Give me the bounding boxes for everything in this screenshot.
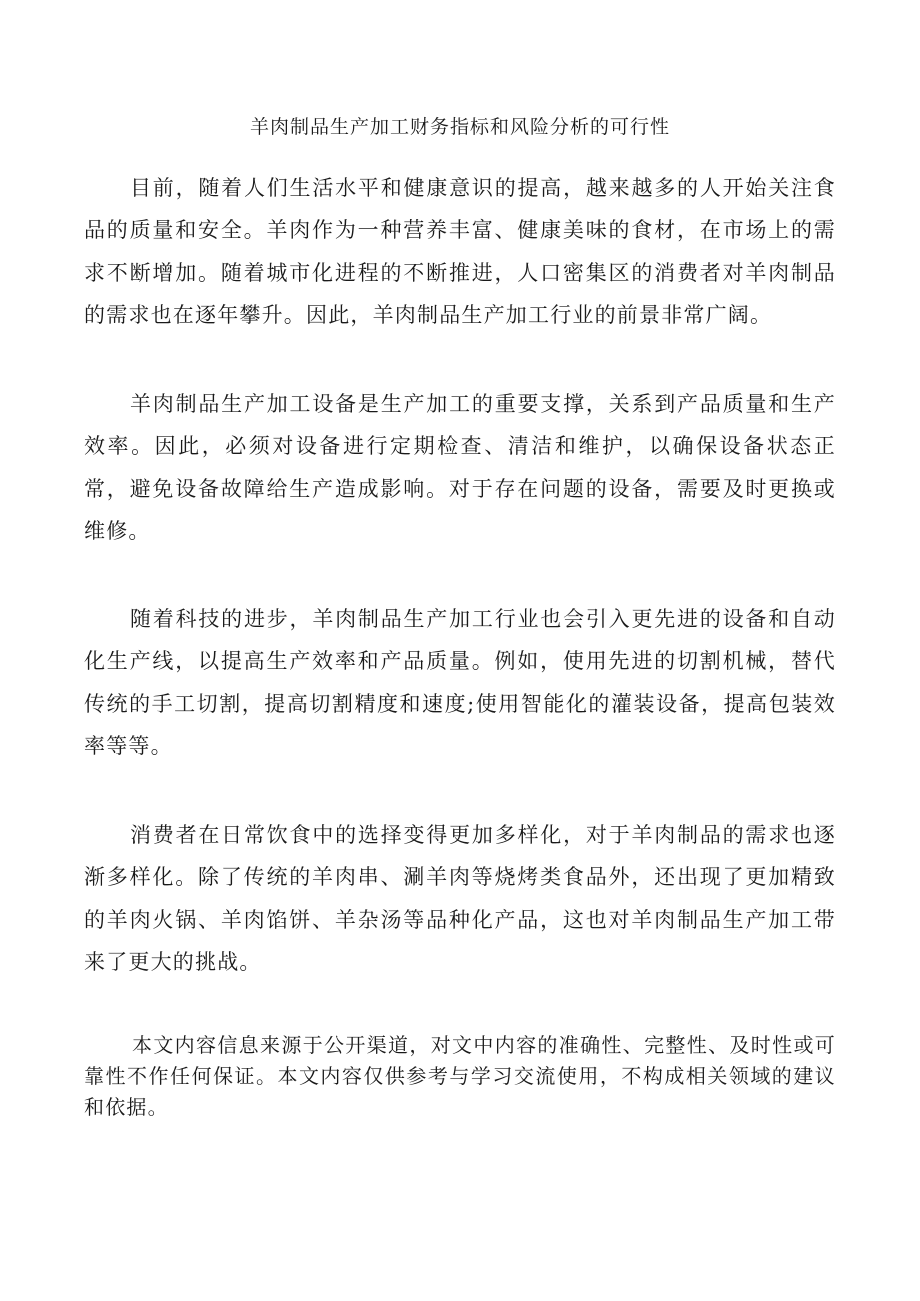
paragraph-technology-progress: 随着科技的进步，羊肉制品生产加工行业也会引入更先进的设备和自动化生产线，以提高生产效率和产品质量。例如，使用先进的切割机械，替代传统的手工切割，提高切割精度和速度;使用智能化的灌装设备，提高包装效率等等。 [84,607,836,758]
paragraph-consumer-diversification: 消费者在日常饮食中的选择变得更加多样化，对于羊肉制品的需求也逐渐多样化。除了传统的羊肉串、涮羊肉等烧烤类食品外，还出现了更加精致的羊肉火锅、羊肉馅饼、羊杂汤等品种化产品，这也对羊肉制品生产加工带来了更大的挑战。 [84,823,836,974]
paragraph-market-outlook: 目前，随着人们生活水平和健康意识的提高，越来越多的人开始关注食品的质量和安全。羊肉作为一种营养丰富、健康美味的食材，在市场上的需求不断增加。随着城市化进程的不断推进，人口密集区的消费者对羊肉制品的需求也在逐年攀升。因此，羊肉制品生产加工行业的前景非常广阔。 [84,176,836,327]
paragraph-equipment-maintenance: 羊肉制品生产加工设备是生产加工的重要支撑，关系到产品质量和生产效率。因此，必须对设备进行定期检查、清洁和维护，以确保设备状态正常，避免设备故障给生产造成影响。对于存在问题的设备，需要及时更换或维修。 [84,392,836,543]
disclaimer-paragraph: 本文内容信息来源于公开渠道，对文中内容的准确性、完整性、及时性或可靠性不作任何保证。本文内容仅供参考与学习交流使用，不构成相关领域的建议和依据。 [84,1033,836,1119]
document-title: 羊肉制品生产加工财务指标和风险分析的可行性 [249,116,670,138]
